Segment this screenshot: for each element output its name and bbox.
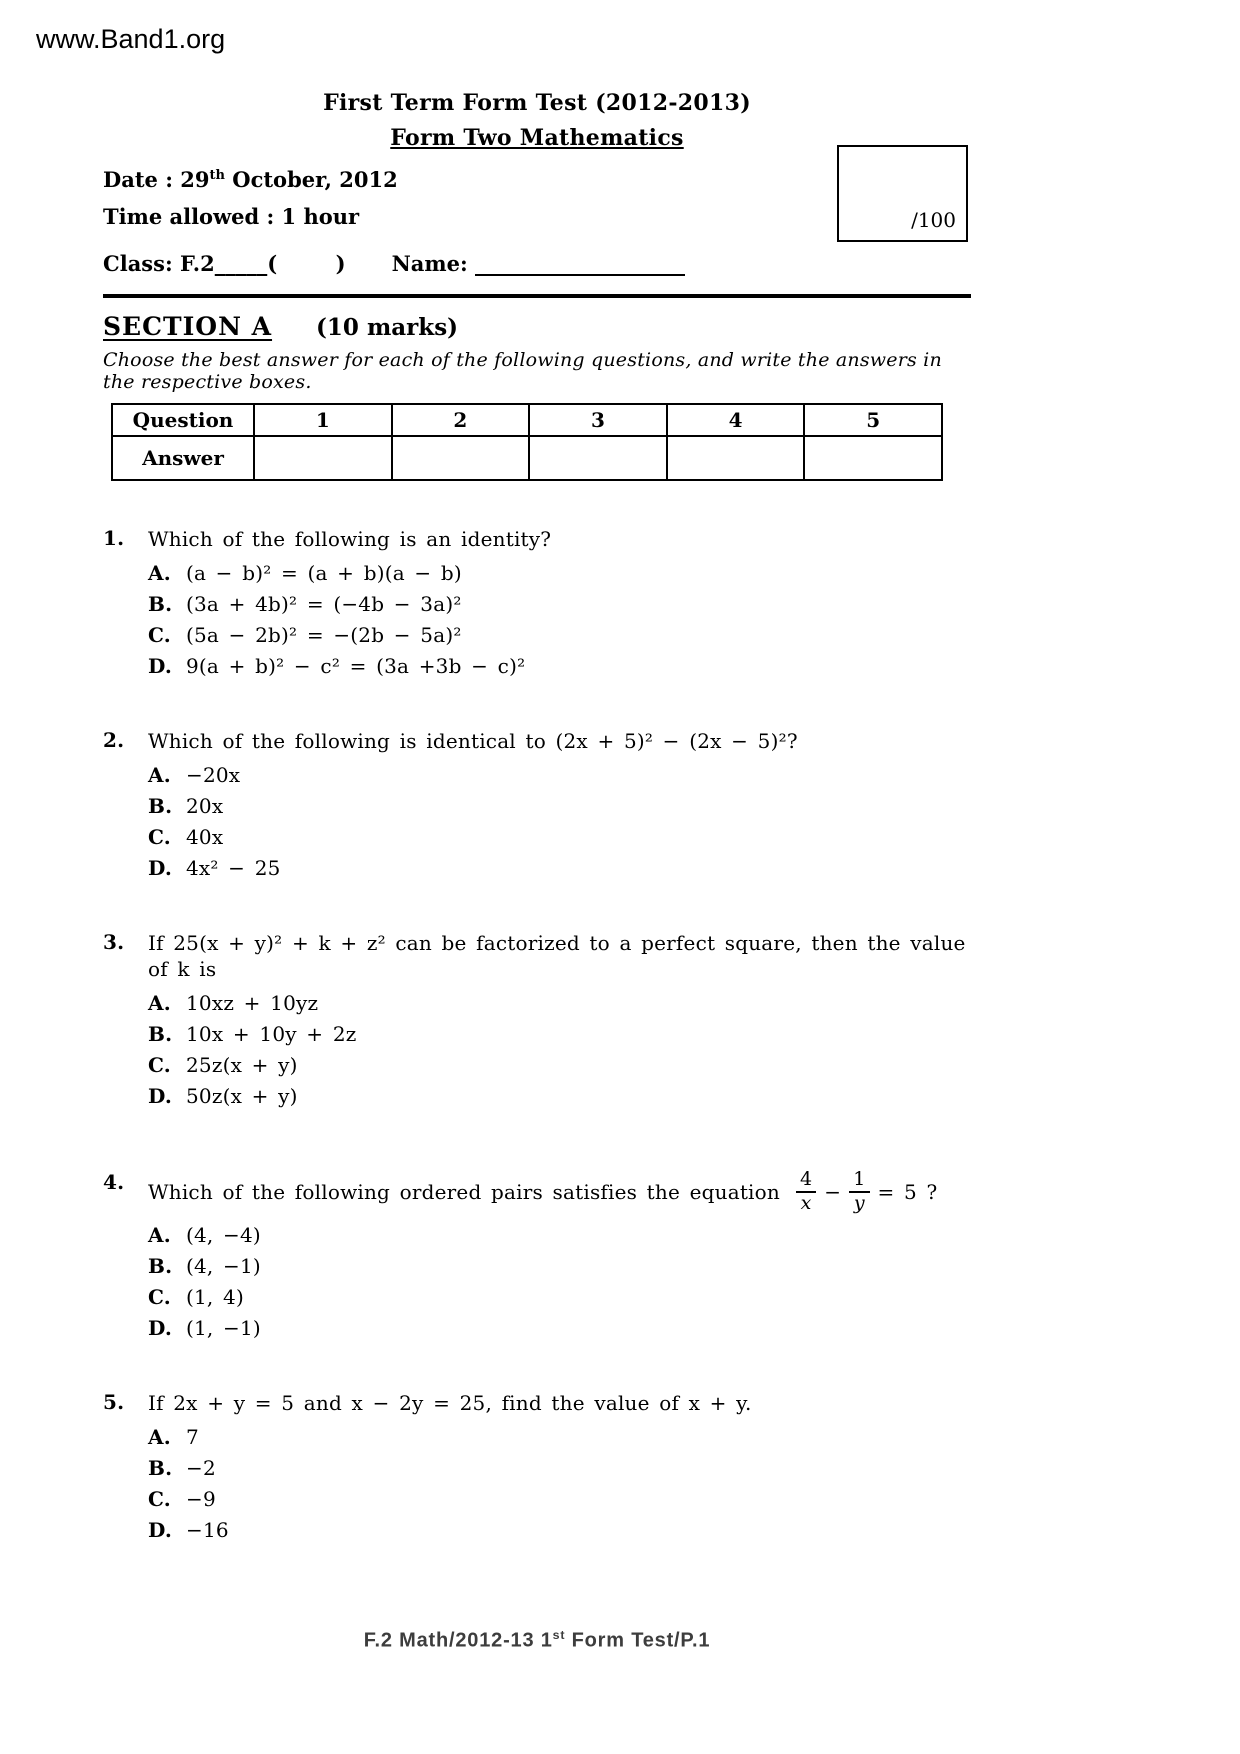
option-label: C. [148,825,171,849]
class-name-line [103,251,971,276]
option-b [148,1253,971,1278]
option-text: (4, −1) [186,1253,261,1278]
question-number: 2. [103,728,125,752]
option-list [148,563,971,676]
answer-table-answer-row [112,436,942,480]
date-line [103,167,971,192]
answer-table-col-1: 1 [254,404,392,436]
option-label: D. [148,1517,172,1542]
option-label: A. [148,1424,171,1449]
option-text: (4, −4) [186,1222,261,1247]
option-list [148,1222,971,1340]
option-label: A. [148,763,171,787]
section-title: SECTION A [103,312,273,341]
option-b [148,1024,971,1044]
site-watermark: www.Band1.org [36,24,226,54]
page-content [103,90,971,1653]
option-d [148,656,971,676]
equation-rhs: = 5 ? [877,1179,938,1204]
page-footer [103,1628,971,1653]
option-text: 9(a + b)² − c² = (3a +3b − c)² [186,654,526,678]
question-1 [103,526,971,676]
footer-suffix: Form Test/P.1 [565,1629,711,1652]
section-instruction: Choose the best answer for each of the following questions, and write the answers in the respective boxes. [103,349,942,393]
option-b [148,796,971,816]
fraction-denominator: y [853,1191,865,1214]
answer-table-col-4: 4 [667,404,805,436]
option-text: −20x [186,763,241,787]
question-number: 1. [103,526,125,550]
option-d [148,858,971,878]
option-label: A. [148,561,171,585]
score-box-label: /100 [911,208,956,232]
footer-superscript: st [552,1627,566,1642]
question-5 [103,1390,971,1540]
option-c [148,1284,971,1309]
question-body [148,526,971,676]
question-stem [148,1170,971,1214]
option-label: D. [148,1315,172,1340]
horizontal-divider [103,294,971,298]
option-list [148,765,971,878]
fraction-1-over-y [849,1170,869,1214]
option-label: D. [148,1084,172,1108]
question-3 [103,930,971,1106]
option-label: B. [148,794,173,818]
question-number: 4. [103,1170,125,1194]
option-text: 25z(x + y) [186,1053,298,1077]
question-stem: If 2x + y = 5 and x − 2y = 25, find the value of x + y. [148,1390,752,1415]
section-marks: (10 marks) [316,314,459,341]
test-subtitle: Form Two Mathematics [390,125,684,151]
option-label: C. [148,1486,171,1511]
question-4 [103,1170,971,1338]
option-text: 20x [186,794,224,818]
question-stem: Which of the following is an identity? [148,527,552,551]
question-stem: Which of the following is identical to (2x + 5)² − (2x − 5)²? [148,729,798,753]
option-a [148,765,971,785]
answer-cell-3 [529,436,667,480]
question-body [148,930,971,1106]
option-list [148,1424,971,1542]
answer-cell-2 [392,436,530,480]
option-c [148,625,971,645]
answer-table-col-5: 5 [804,404,942,436]
option-label: C. [148,1053,171,1077]
option-label: D. [148,856,172,880]
option-label: C. [148,623,171,647]
question-number: 5. [103,1389,125,1414]
fraction-denominator: x [800,1191,812,1214]
option-label: B. [148,592,173,616]
date-superscript: th [209,168,225,183]
fraction-numerator: 1 [849,1170,869,1193]
time-allowed-line: Time allowed : 1 hour [103,204,360,229]
test-title: First Term Form Test (2012-2013) [323,90,751,116]
option-b [148,594,971,614]
question-body [148,728,971,878]
answer-table-header-row [112,404,942,436]
answer-table-col-2: 2 [392,404,530,436]
option-d [148,1315,971,1340]
option-text: (3a + 4b)² = (−4b − 3a)² [186,592,462,616]
option-text: (5a − 2b)² = −(2b − 5a)² [186,623,462,647]
option-a [148,1222,971,1247]
option-text: (1, −1) [186,1315,261,1340]
option-text: 50z(x + y) [186,1084,298,1108]
answer-cell-5 [804,436,942,480]
option-text: 10xz + 10yz [186,991,319,1015]
name-field: Name: ____________________ [391,251,686,276]
option-a [148,993,971,1013]
answer-table-question-header: Question [112,404,254,436]
option-c [148,1055,971,1075]
option-label: C. [148,1284,171,1309]
answer-table-col-3: 3 [529,404,667,436]
option-text: 40x [186,825,224,849]
question-stem-text: Which of the following ordered pairs satisfies the equation [148,1179,780,1204]
question-2 [103,728,971,878]
question-body [148,1390,971,1540]
option-c [148,827,971,847]
question-number: 3. [103,930,125,954]
option-a [148,563,971,583]
option-text: (a − b)² = (a + b)(a − b) [186,561,462,585]
option-text: 10x + 10y + 2z [186,1022,357,1046]
option-label: B. [148,1253,173,1278]
option-d [148,1517,971,1542]
option-text: 4x² − 25 [186,856,281,880]
question-list [103,526,971,1540]
option-label: B. [148,1022,173,1046]
fraction-4-over-x [796,1170,816,1214]
footer-prefix: F.2 Math/2012-13 1 [363,1629,553,1652]
option-c [148,1486,971,1511]
class-field: Class: F.2_____( ) [103,251,346,276]
option-text: 7 [186,1424,199,1449]
option-text: −16 [186,1517,229,1542]
option-label: A. [148,1222,171,1247]
question-stem: If 25(x + y)² + k + z² can be factorized to a perfect square, then the value of k is [148,931,966,981]
option-b [148,1455,971,1480]
answer-cell-4 [667,436,805,480]
answer-table [111,403,943,481]
answer-table-answer-header: Answer [112,436,254,480]
option-label: A. [148,991,171,1015]
option-list [148,993,971,1106]
section-heading [103,312,971,341]
date-suffix: October, 2012 [224,167,398,192]
minus-operator: − [824,1179,842,1204]
option-label: D. [148,654,172,678]
option-a [148,1424,971,1449]
date-prefix: Date : 29 [103,167,210,192]
option-text: −9 [186,1486,216,1511]
answer-cell-1 [254,436,392,480]
option-d [148,1086,971,1106]
question-body [148,1170,971,1338]
option-label: B. [148,1455,173,1480]
option-text: −2 [186,1455,216,1480]
fraction-numerator: 4 [796,1170,816,1193]
option-text: (1, 4) [186,1284,244,1309]
